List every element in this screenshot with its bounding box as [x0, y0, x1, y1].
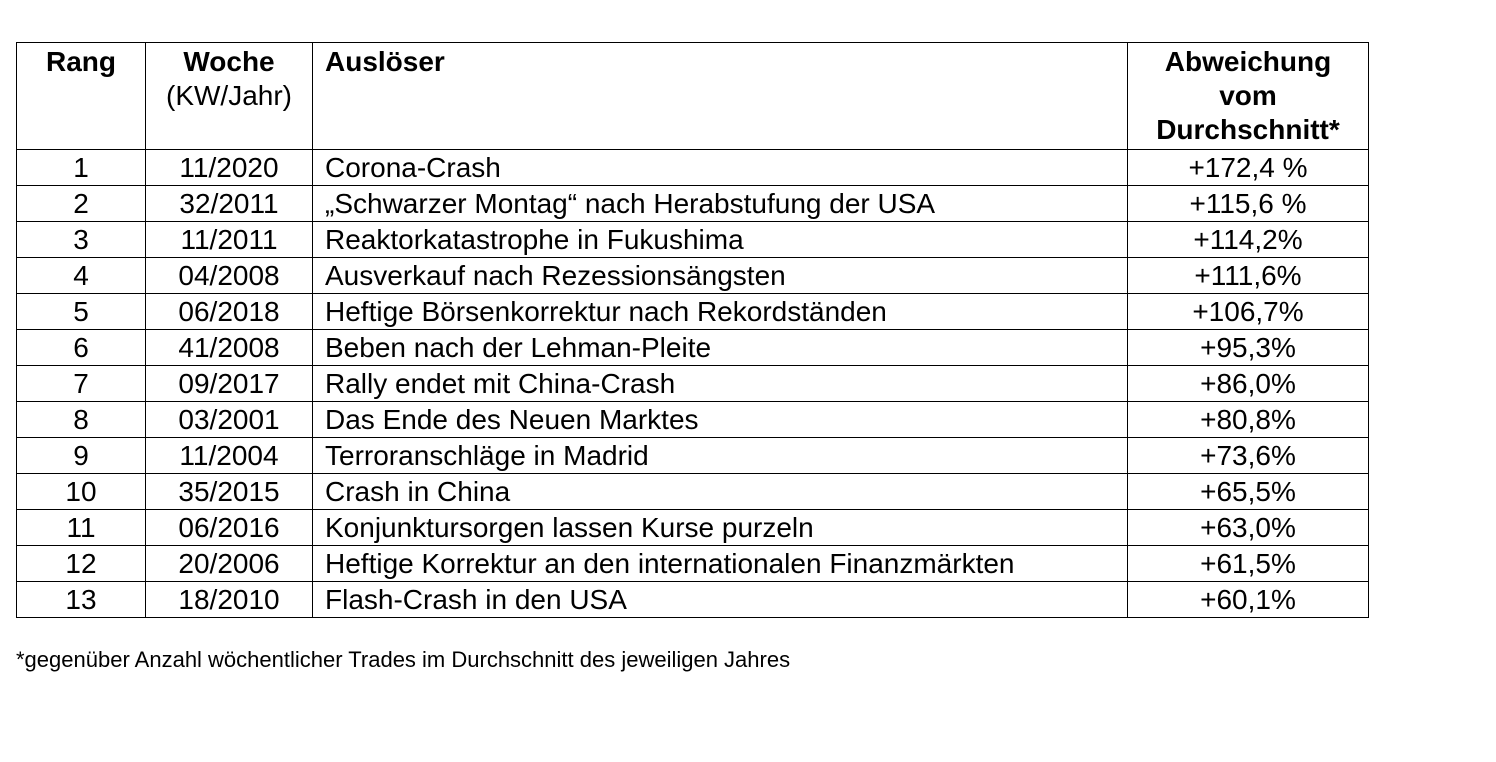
- table-body: [17, 150, 1369, 618]
- week-cell: 35/2015: [146, 474, 313, 510]
- deviation-cell: +65,5%: [1128, 474, 1369, 510]
- rank-cell: 9: [17, 438, 146, 474]
- header-week-label: Woche: [183, 46, 275, 77]
- week-cell: 06/2016: [146, 510, 313, 546]
- header-week: [146, 43, 313, 150]
- rank-cell: 5: [17, 294, 146, 330]
- header-rank-label: Rang: [46, 46, 116, 77]
- deviation-cell: +63,0%: [1128, 510, 1369, 546]
- rank-cell: 6: [17, 330, 146, 366]
- trigger-cell: Ausverkauf nach Rezessionsängsten: [313, 258, 1128, 294]
- footnote: *gegenüber Anzahl wöchentlicher Trades im Durchschnitt des jeweiligen Jahres: [16, 647, 791, 672]
- trigger-cell: Corona-Crash: [313, 150, 1128, 186]
- deviation-cell: +61,5%: [1128, 546, 1369, 582]
- table-row: [17, 222, 1369, 258]
- deviation-cell: +115,6 %: [1128, 186, 1369, 222]
- week-cell: 04/2008: [146, 258, 313, 294]
- trigger-cell: Heftige Börsenkorrektur nach Rekordständen: [313, 294, 1128, 330]
- rank-cell: 8: [17, 402, 146, 438]
- trigger-cell: Crash in China: [313, 474, 1128, 510]
- week-cell: 09/2017: [146, 366, 313, 402]
- trigger-cell: Heftige Korrektur an den internationalen Finanzmärkten: [313, 546, 1128, 582]
- table-row: [17, 294, 1369, 330]
- trigger-cell: Das Ende des Neuen Marktes: [313, 402, 1128, 438]
- deviation-cell: +95,3%: [1128, 330, 1369, 366]
- table-row: [17, 186, 1369, 222]
- deviation-cell: +80,8%: [1128, 402, 1369, 438]
- table-row: [17, 366, 1369, 402]
- table-row: [17, 402, 1369, 438]
- table-row: [17, 474, 1369, 510]
- deviation-cell: +73,6%: [1128, 438, 1369, 474]
- trigger-cell: „Schwarzer Montag“ nach Herabstufung der USA: [313, 186, 1128, 222]
- rank-cell: 13: [17, 582, 146, 618]
- week-cell: 41/2008: [146, 330, 313, 366]
- rank-cell: 12: [17, 546, 146, 582]
- week-cell: 03/2001: [146, 402, 313, 438]
- header-trigger-label: Auslöser: [325, 46, 445, 77]
- header-deviation-line2: vom: [1219, 80, 1277, 111]
- header-deviation: [1128, 43, 1369, 150]
- week-cell: 18/2010: [146, 582, 313, 618]
- deviation-cell: +86,0%: [1128, 366, 1369, 402]
- table-row: [17, 258, 1369, 294]
- rank-cell: 4: [17, 258, 146, 294]
- week-cell: 11/2004: [146, 438, 313, 474]
- table-row: [17, 330, 1369, 366]
- rank-cell: 7: [17, 366, 146, 402]
- header-rank: [17, 43, 146, 150]
- trigger-cell: Reaktorkatastrophe in Fukushima: [313, 222, 1128, 258]
- table-row: [17, 582, 1369, 618]
- week-cell: 06/2018: [146, 294, 313, 330]
- table-row: [17, 546, 1369, 582]
- table-header-row: [17, 43, 1369, 150]
- rank-cell: 1: [17, 150, 146, 186]
- week-cell: 32/2011: [146, 186, 313, 222]
- rank-cell: 11: [17, 510, 146, 546]
- header-trigger: [313, 43, 1128, 150]
- week-cell: 11/2011: [146, 222, 313, 258]
- week-cell: 11/2020: [146, 150, 313, 186]
- week-cell: 20/2006: [146, 546, 313, 582]
- table-row: [17, 510, 1369, 546]
- trigger-cell: Beben nach der Lehman-Pleite: [313, 330, 1128, 366]
- deviation-cell: +111,6%: [1128, 258, 1369, 294]
- table-row: [17, 438, 1369, 474]
- ranking-table: [16, 42, 1369, 618]
- trigger-cell: Konjunktursorgen lassen Kurse purzeln: [313, 510, 1128, 546]
- header-deviation-line1: Abweichung: [1164, 46, 1332, 77]
- trigger-cell: Rally endet mit China-Crash: [313, 366, 1128, 402]
- header-week-sublabel: (KW/Jahr): [166, 80, 292, 111]
- rank-cell: 2: [17, 186, 146, 222]
- trigger-cell: Terroranschläge in Madrid: [313, 438, 1128, 474]
- deviation-cell: +106,7%: [1128, 294, 1369, 330]
- trigger-cell: Flash-Crash in den USA: [313, 582, 1128, 618]
- deviation-cell: +172,4 %: [1128, 150, 1369, 186]
- rank-cell: 10: [17, 474, 146, 510]
- table-row: [17, 150, 1369, 186]
- header-deviation-line3: Durchschnitt*: [1156, 114, 1340, 145]
- rank-cell: 3: [17, 222, 146, 258]
- deviation-cell: +60,1%: [1128, 582, 1369, 618]
- deviation-cell: +114,2%: [1128, 222, 1369, 258]
